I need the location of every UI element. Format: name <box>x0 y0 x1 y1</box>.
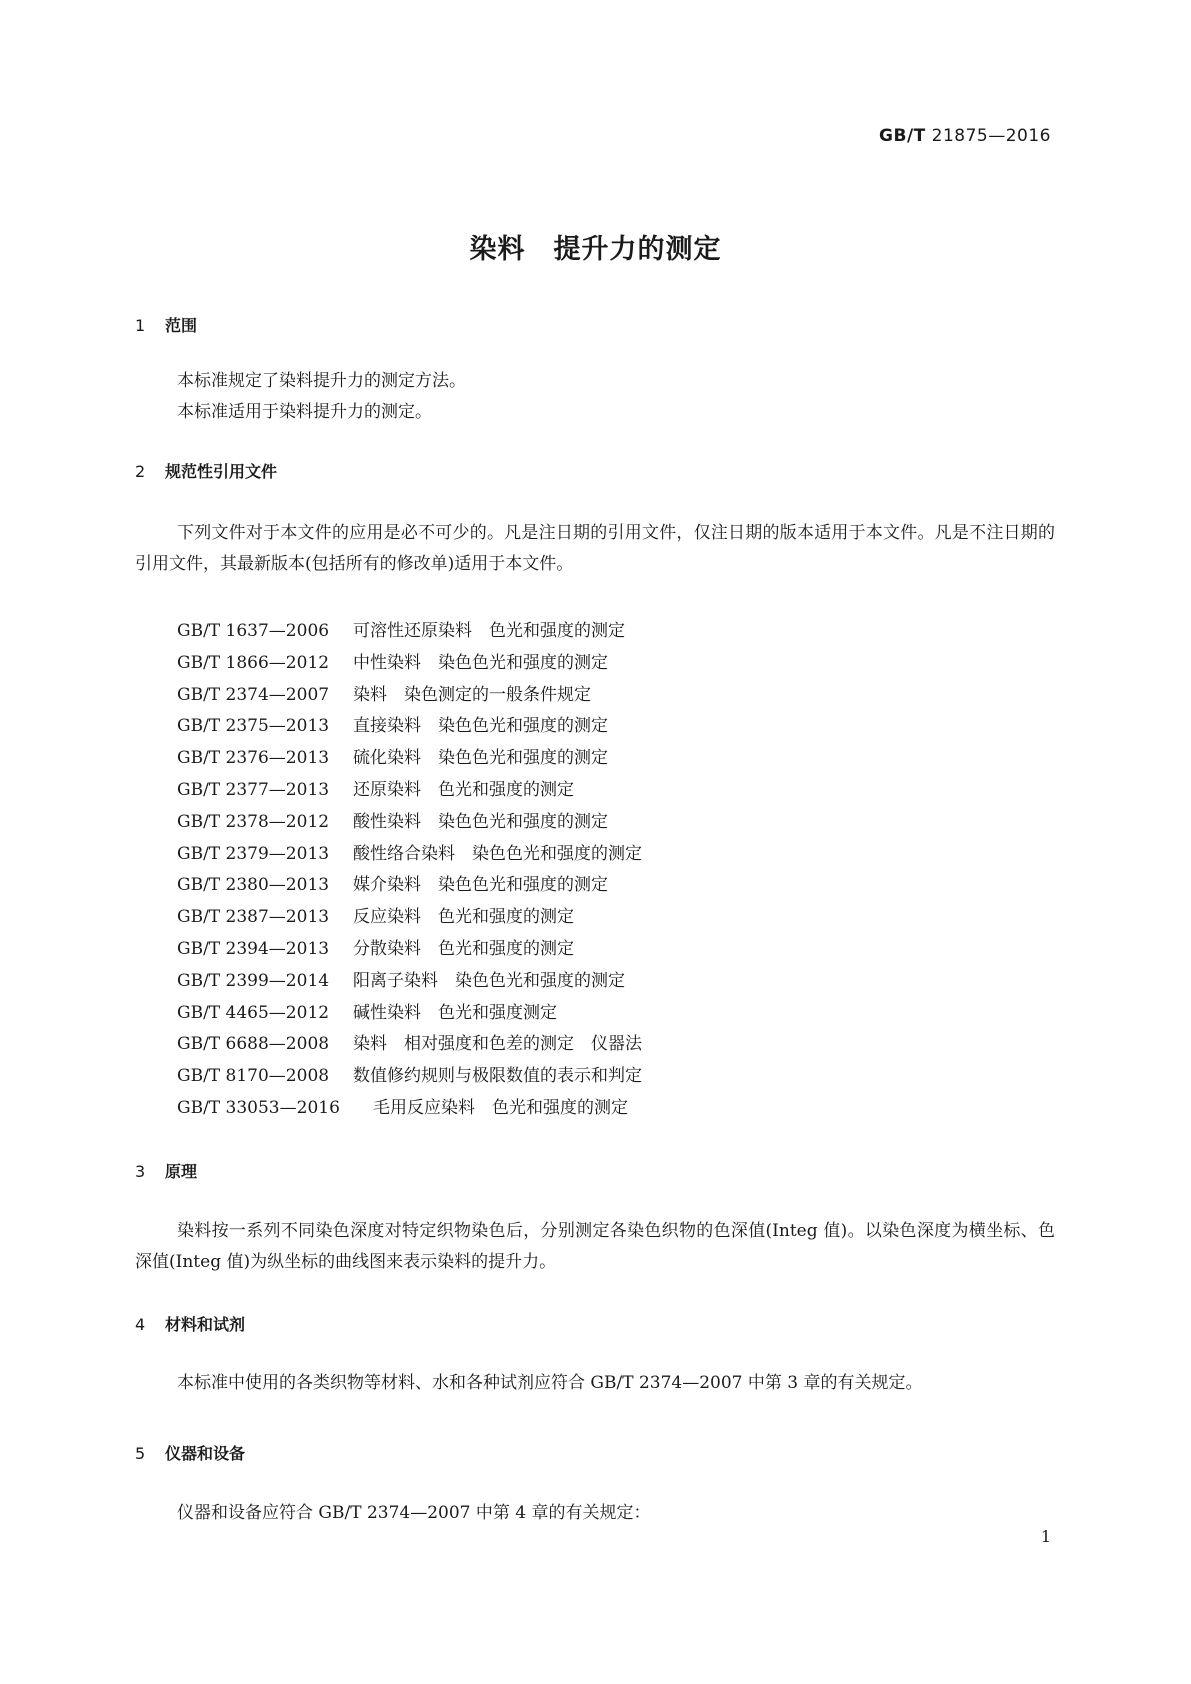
reference-code: GB/T 2399—2014 <box>177 970 330 991</box>
section-title: 规范性引用文件 <box>165 462 278 481</box>
page-number: 1 <box>1040 1527 1051 1546</box>
reference-title: 媒介染料 染色色光和强度的测定 <box>353 875 608 896</box>
reference-code: GB/T 2394—2013 <box>177 938 330 959</box>
reference-title: 酸性染料 染色色光和强度的测定 <box>353 811 608 832</box>
reference-code: GB/T 1637—2006 <box>177 621 330 641</box>
reference-code: GB/T 6688—2008 <box>177 1034 330 1055</box>
document-title: 染料 提升力的测定 <box>469 234 722 265</box>
reference-item <box>177 902 642 934</box>
reference-item <box>177 998 642 1030</box>
reference-code: GB/T 2376—2013 <box>177 748 330 769</box>
section-5-heading <box>135 1441 245 1464</box>
reference-item <box>177 966 642 998</box>
reference-title: 反应染料 色光和强度的测定 <box>353 907 574 928</box>
reference-title: 还原染料 色光和强度的测定 <box>353 779 574 800</box>
reference-code: GB/T 2380—2013 <box>177 875 330 896</box>
reference-title: 分散染料 色光和强度的测定 <box>353 938 574 959</box>
reference-item <box>177 711 642 743</box>
reference-item <box>177 1029 642 1061</box>
section-4-heading <box>135 1312 245 1335</box>
reference-title: 中性染料 染色色光和强度的测定 <box>353 652 608 673</box>
reference-list <box>177 616 642 1125</box>
section-3-heading <box>135 1159 197 1182</box>
section-number: 5 <box>135 1444 146 1463</box>
section-2-heading <box>135 459 277 482</box>
reference-code: GB/T 2387—2013 <box>177 907 330 928</box>
reference-title: 碱性染料 色光和强度测定 <box>353 1002 557 1023</box>
reference-code: GB/T 2378—2012 <box>177 811 330 832</box>
reference-title: 数值修约规则与极限数值的表示和判定 <box>353 1066 642 1087</box>
reference-code: GB/T 33053—2016 <box>177 1097 340 1118</box>
section-number: 3 <box>135 1162 146 1181</box>
standard-number <box>879 126 1051 146</box>
equipment-paragraph: 仪器和设备应符合 GB/T 2374—2007 中第 4 章的有关规定： <box>177 1503 651 1523</box>
section-title: 材料和试剂 <box>165 1315 246 1334</box>
reference-item <box>177 870 642 902</box>
section-title: 范围 <box>165 316 198 335</box>
reference-code: GB/T 2377—2013 <box>177 779 330 800</box>
reference-item <box>177 839 642 871</box>
scope-paragraph-2: 本标准适用于染料提升力的测定。 <box>177 402 432 422</box>
reference-title: 直接染料 染色色光和强度的测定 <box>353 716 608 737</box>
reference-code: GB/T 2379—2013 <box>177 843 330 864</box>
materials-paragraph: 本标准中使用的各类织物等材料、水和各种试剂应符合 GB/T 2374—2007 中第 3 章的有关规定。 <box>177 1373 923 1393</box>
reference-code: GB/T 4465—2012 <box>177 1002 330 1023</box>
reference-title: 可溶性还原染料 色光和强度的测定 <box>353 621 625 641</box>
reference-title: 酸性络合染料 染色色光和强度的测定 <box>353 843 642 864</box>
reference-item <box>177 648 642 680</box>
references-intro: 下列文件对于本文件的应用是必不可少的。凡是注日期的引用文件，仅注日期的版本适用于本文件。凡是不注日期的引用文件，其最新版本(包括所有的修改单)适用于本文件。 <box>135 523 1055 574</box>
reference-code: GB/T 1866—2012 <box>177 652 330 673</box>
reference-item <box>177 743 642 775</box>
reference-title: 染料 相对强度和色差的测定 仪器法 <box>353 1034 642 1055</box>
reference-item <box>177 616 642 648</box>
reference-item <box>177 1093 642 1125</box>
section-number: 2 <box>135 462 146 481</box>
reference-title: 毛用反应染料 色光和强度的测定 <box>373 1097 628 1118</box>
reference-item <box>177 934 642 966</box>
reference-item <box>177 807 642 839</box>
reference-code: GB/T 8170—2008 <box>177 1066 330 1087</box>
principle-paragraph: 染料按一系列不同染色深度对特定织物染色后，分别测定各染色织物的色深值(Integ 值)。以染色深度为横坐标、色深值(Integ 值)为纵坐标的曲线图来表示染料的提升力。 <box>135 1221 1055 1272</box>
reference-item <box>177 680 642 712</box>
section-number: 4 <box>135 1315 146 1334</box>
reference-code: GB/T 2374—2007 <box>177 684 330 705</box>
section-1-heading <box>135 313 197 336</box>
reference-title: 阳离子染料 染色色光和强度的测定 <box>353 970 625 991</box>
reference-title: 染料 染色测定的一般条件规定 <box>353 684 591 705</box>
section-title: 仪器和设备 <box>165 1444 246 1463</box>
section-title: 原理 <box>165 1162 198 1181</box>
reference-code: GB/T 2375—2013 <box>177 716 330 737</box>
standard-code: 21875—2016 <box>931 126 1051 146</box>
section-number: 1 <box>135 316 146 335</box>
reference-item <box>177 775 642 807</box>
reference-item <box>177 1061 642 1093</box>
reference-title: 硫化染料 染色色光和强度的测定 <box>353 748 608 769</box>
scope-paragraph-1: 本标准规定了染料提升力的测定方法。 <box>177 371 466 391</box>
standard-prefix: GB/T <box>879 126 926 146</box>
